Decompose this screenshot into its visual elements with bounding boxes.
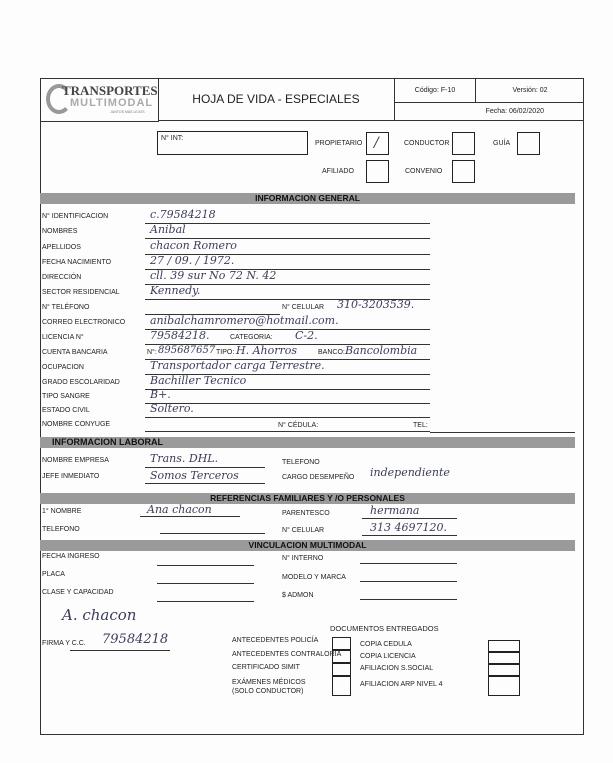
section-informacion-general: INFORMACION GENERAL [40,193,575,204]
empresa-line [145,467,265,468]
general-value: c.79584218 [150,208,216,221]
section-vinculacion: VINCULACION MULTIMODAL [40,540,575,551]
banco-label: BANCO: [318,349,345,356]
ref-celular-line [362,535,457,536]
afiliado-label: AFILIADO [322,168,354,175]
general-label: LICENCIA N° [42,334,84,341]
guia-label: GUÍA [493,140,511,147]
doc-right-label: AFILIACION ARP NIVEL 4 [360,681,443,688]
empresa-label: NOMBRE EMPRESA [42,457,109,464]
general-value: Transportador carga Terrestre. [150,359,325,372]
conductor-checkbox[interactable] [452,132,475,155]
firma-line [70,650,170,651]
code: Código: F-10 [395,78,476,103]
categoria-value: C-2. [295,329,318,342]
laboral-telefono-label: TELEFONO [282,459,320,466]
doc-left-label: ANTECEDENTES POLICÍA [232,637,319,644]
general-value: chacon Romero [150,239,237,252]
general-value: anibalchamromero@hotmail.com. [150,314,339,327]
conductor-label: CONDUCTOR [404,140,450,147]
parentesco-value: hermana [370,504,420,517]
general-value: 79584218. [150,329,210,342]
firma-cc-value: 79584218 [102,632,169,647]
laboral-title: INFORMACION LABORAL [52,437,163,447]
general-value: cll. 39 sur No 72 N. 42 [150,269,277,282]
cargo-value: independiente [370,466,450,479]
date: Fecha: 06/02/2020 [395,103,584,121]
admon-line [360,599,457,600]
general-value: Kennedy. [150,284,201,297]
celular-value: 310-3203539. [337,298,415,311]
tel-label: TEL: [413,422,428,429]
ref-telefono-line [160,533,265,534]
doc-right-label: AFILIACION S.SOCIAL [360,665,434,672]
doc-right-checkbox[interactable] [488,676,520,696]
propietario-mark: / [374,135,379,151]
doc-right-label: COPIA CEDULA [360,641,412,648]
propietario-label: PROPIETARIO [315,140,363,147]
general-line [145,389,430,390]
ref-nombre-line [140,516,240,517]
cuenta-n-label: N°: [147,349,157,356]
general-label: TIPO SANGRE [42,393,90,400]
ref-nombre-label: 1° NOMBRE [42,508,82,515]
convenio-checkbox[interactable] [452,160,475,183]
general-line [145,417,430,418]
doc-left-label: ANTECEDENTES CONTRALORÍA [232,651,342,658]
general-value: 895687657 [158,345,216,356]
ref-telefono-label: TELEFONO [42,526,80,533]
doc-right-checkbox[interactable] [488,652,520,664]
fecha-ingreso-line [157,565,254,566]
general-line [145,431,430,432]
clase-line [157,601,254,602]
admon-label: $ ADMON [282,592,314,599]
afiliado-checkbox[interactable] [366,160,389,183]
general-value: Anibal [150,223,186,236]
clase-label: CLASE Y CAPACIDAD [42,589,114,596]
general-value: Soltero. [150,402,194,415]
version: Versión: 02 [476,78,584,103]
ref-nombre-value: Ana chacon [147,503,212,516]
general-label: GRADO ESCOLARIDAD [42,379,120,386]
logo-tagline: JUNTOS MÁS LEJOS [110,110,145,114]
section-referencias: REFERENCIAS FAMILIARES Y /O PERSONALES [40,493,575,504]
general-label: APELLIDOS [42,244,81,251]
fecha-ingreso-label: FECHA INGRESO [42,553,100,560]
propietario-checkbox[interactable] [366,132,389,155]
general-value: Bachiller Tecnico [150,374,247,387]
general-line [145,223,430,224]
placa-line [157,583,254,584]
general-label: ESTADO CIVIL [42,407,90,414]
empresa-value: Trans. DHL. [150,452,219,465]
documentos-title: DOCUMENTOS ENTREGADOS [330,624,439,633]
jefe-value: Somos Terceros [150,469,239,482]
general-label: NOMBRE CONYUGE [42,421,111,428]
firma-label: FIRMA Y C.C. [42,640,86,647]
modelo-line [360,581,457,582]
doc-left-checkbox[interactable] [332,650,351,663]
general-value: 27 / 09. / 1972. [150,254,235,267]
doc-right-checkbox[interactable] [488,664,520,676]
modelo-label: MODELO Y MARCA [282,574,346,581]
cedula-label: N° CÉDULA: [278,422,319,429]
general-label: CUENTA BANCARIA [42,349,108,356]
doc-right-label: COPIA LICENCIA [360,653,416,660]
jefe-line [145,483,265,484]
parentesco-label: PARENTESCO [282,510,330,517]
general-label: DIRECCIÓN [42,274,82,281]
interno-line [360,563,457,564]
general-label: FECHA NACIMIENTO [42,259,112,266]
signature: A. chacon [62,606,137,624]
ref-celular-value: 313 4697120. [370,521,447,534]
logo-main: TRANSPORTES [62,83,158,98]
general-value: B+. [150,388,171,401]
general-label: N° IDENTIFICACION [42,213,109,220]
general-label: CORREO ELECTRONICO [42,319,126,326]
doc-left-label: EXÁMENES MÉDICOS (SOLO CONDUCTOR) [232,679,306,695]
n-int-field[interactable] [157,131,308,155]
cargo-label: CARGO DESEMPEÑO [282,474,355,481]
celular-label: N° CELULAR [282,304,325,311]
doc-left-checkbox[interactable] [332,663,351,676]
n-int-label: N° INT: [161,135,184,142]
logo-sub: MULTIMODAL [70,97,154,109]
jefe-label: JEFE INMEDIATO [42,473,100,480]
general-label: SECTOR RESIDENCIAL [42,289,120,296]
convenio-label: CONVENIO [405,168,443,175]
categoria-label: CATEGORIA: [230,334,273,341]
general-label: NOMBRES [42,228,78,235]
interno-label: N° INTERNO [282,555,324,562]
logo [40,78,159,122]
doc-left-checkbox[interactable] [332,676,351,696]
doc-right-checkbox[interactable] [488,640,520,652]
tipo-value: H. Ahorros [236,344,298,357]
parentesco-line [362,518,457,519]
general-label: OCUPACION [42,364,84,371]
ref-celular-label: N° CELULAR [282,527,325,534]
document-title: HOJA DE VIDA - ESPECIALES [158,78,395,121]
tipo-label: TIPO: [216,349,235,356]
conyuge-line-ext [430,432,575,433]
section-informacion-laboral [40,437,575,448]
placa-label: PLACA [42,571,65,578]
doc-left-label: CERTIFICADO SIMIT [232,664,300,671]
guia-checkbox[interactable] [517,132,540,155]
general-label: N° TELÉFONO [42,304,90,311]
banco-value: Bancolombia [345,344,418,357]
doc-left-checkbox[interactable] [332,637,351,650]
